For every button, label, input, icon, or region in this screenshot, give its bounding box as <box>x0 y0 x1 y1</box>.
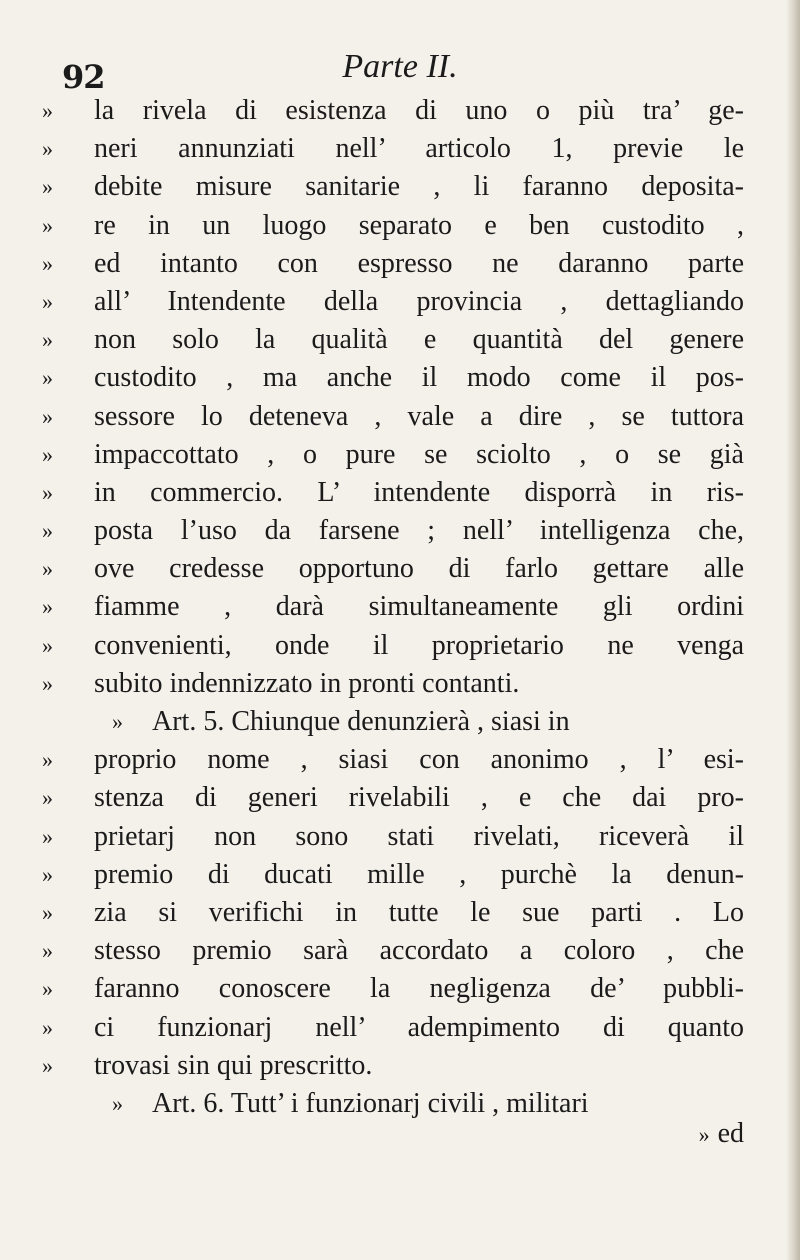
line-text: stesso premio sarà accordato a coloro , che <box>94 935 744 967</box>
text-line <box>42 550 744 588</box>
text-line <box>42 856 744 894</box>
quote-mark: » <box>42 556 53 582</box>
page-number: 92 <box>62 58 105 96</box>
quote-mark: » <box>42 136 53 162</box>
line-text: convenienti, onde il proprietario ne venga <box>94 629 744 661</box>
quote-mark: » <box>42 518 53 544</box>
line-text: posta l’uso da farsene ; nell’ intelligenza che, <box>94 515 744 547</box>
quote-mark: » <box>42 441 53 467</box>
line-text: all’ Intendente della provincia , dettagliando <box>94 285 744 317</box>
quote-mark: » <box>42 250 53 276</box>
line-text: sessore lo deteneva , vale a dire , se tuttora <box>94 400 744 432</box>
quote-mark: » <box>42 479 53 505</box>
line-text: Art. 6. Tutt’ i funzionarj civili , militari <box>152 1087 589 1119</box>
quote-mark: » <box>42 670 53 696</box>
text-line <box>42 588 744 626</box>
quote-mark: » <box>42 174 53 200</box>
line-text: subito indennizzato in pronti contanti. <box>94 667 520 699</box>
quote-mark: » <box>42 98 53 123</box>
text-line <box>42 741 744 779</box>
line-text: la rivela di esistenza di uno o più tra’ ge- <box>94 95 744 126</box>
line-text: premio di ducati mille , purchè la denun- <box>94 858 744 890</box>
text-line <box>42 627 744 665</box>
text-line <box>42 779 744 817</box>
text-line <box>42 130 744 168</box>
text-line <box>42 894 744 932</box>
quote-mark: » <box>42 747 53 773</box>
text-line <box>42 207 744 245</box>
line-text: ed intanto con espresso ne daranno parte <box>94 247 744 279</box>
text-line <box>42 474 744 512</box>
text-line <box>94 703 744 741</box>
catchword-text: ed <box>717 1118 744 1149</box>
catchword <box>94 1116 744 1154</box>
text-line <box>42 512 744 550</box>
quote-mark: » <box>42 1014 53 1040</box>
text-line <box>42 398 744 436</box>
line-text: trovasi sin qui prescritto. <box>94 1049 373 1081</box>
text-line <box>42 168 744 206</box>
line-text: Art. 5. Chiunque denunzierà , siasi in <box>152 706 570 737</box>
quote-mark: » <box>42 899 53 925</box>
quote-mark: » <box>42 288 53 314</box>
quote-mark: » <box>42 365 53 391</box>
quote-mark: » <box>42 1052 53 1078</box>
quote-mark: » <box>42 403 53 429</box>
quote-mark: » <box>42 632 53 658</box>
quote-mark: » <box>42 976 53 1002</box>
text-line <box>42 321 744 359</box>
line-text: debite misure sanitarie , li faranno deposita- <box>94 171 744 203</box>
quote-mark: » <box>112 1090 123 1116</box>
text-line <box>42 1047 744 1085</box>
quote-mark: » <box>42 327 53 353</box>
line-text: neri annunziati nell’ articolo 1, previe le <box>94 133 744 165</box>
quote-mark: » <box>112 709 123 734</box>
quote-mark: » <box>698 1122 710 1147</box>
text-line <box>42 359 744 397</box>
text-line <box>42 818 744 856</box>
line-text: custodito , ma anche il modo come il pos- <box>94 362 744 394</box>
text-line <box>42 932 744 970</box>
line-text: faranno conoscere la negligenza de’ pubbli- <box>94 973 744 1005</box>
text-line <box>42 665 744 703</box>
text-line <box>42 245 744 283</box>
line-text: ove credesse opportuno di farlo gettare alle <box>94 553 744 585</box>
text-line <box>42 1009 744 1047</box>
body-text <box>42 92 744 1149</box>
quote-mark: » <box>42 823 53 849</box>
line-text: proprio nome , siasi con anonimo , l’ esi- <box>94 744 744 776</box>
quote-mark: » <box>42 212 53 238</box>
line-text: re in un luogo separato e ben custodito , <box>94 209 744 241</box>
page-edge-shadow <box>786 0 800 1260</box>
line-text: fiamme , darà simultaneamente gli ordini <box>94 591 744 623</box>
line-text: non solo la qualità e quantità del genere <box>94 324 744 356</box>
text-line <box>42 92 744 130</box>
text-line <box>42 970 744 1008</box>
line-text: ci funzionarj nell’ adempimento di quanto <box>94 1011 744 1043</box>
line-text: stenza di generi rivelabili , e che dai pro- <box>94 782 744 814</box>
line-text: impaccottato , o pure se sciolto , o se già <box>94 438 744 470</box>
line-text: zia si verifichi in tutte le sue parti . Lo <box>94 896 744 928</box>
quote-mark: » <box>42 938 53 964</box>
line-text: prietarj non sono stati rivelati, riceverà il <box>94 820 744 852</box>
line-text: in commercio. L’ intendente disporrà in ris- <box>94 476 744 508</box>
quote-mark: » <box>42 861 53 887</box>
quote-mark: » <box>42 594 53 620</box>
quote-mark: » <box>42 785 53 811</box>
running-head: Parte II. <box>342 48 458 85</box>
text-line <box>42 283 744 321</box>
text-line <box>42 436 744 474</box>
